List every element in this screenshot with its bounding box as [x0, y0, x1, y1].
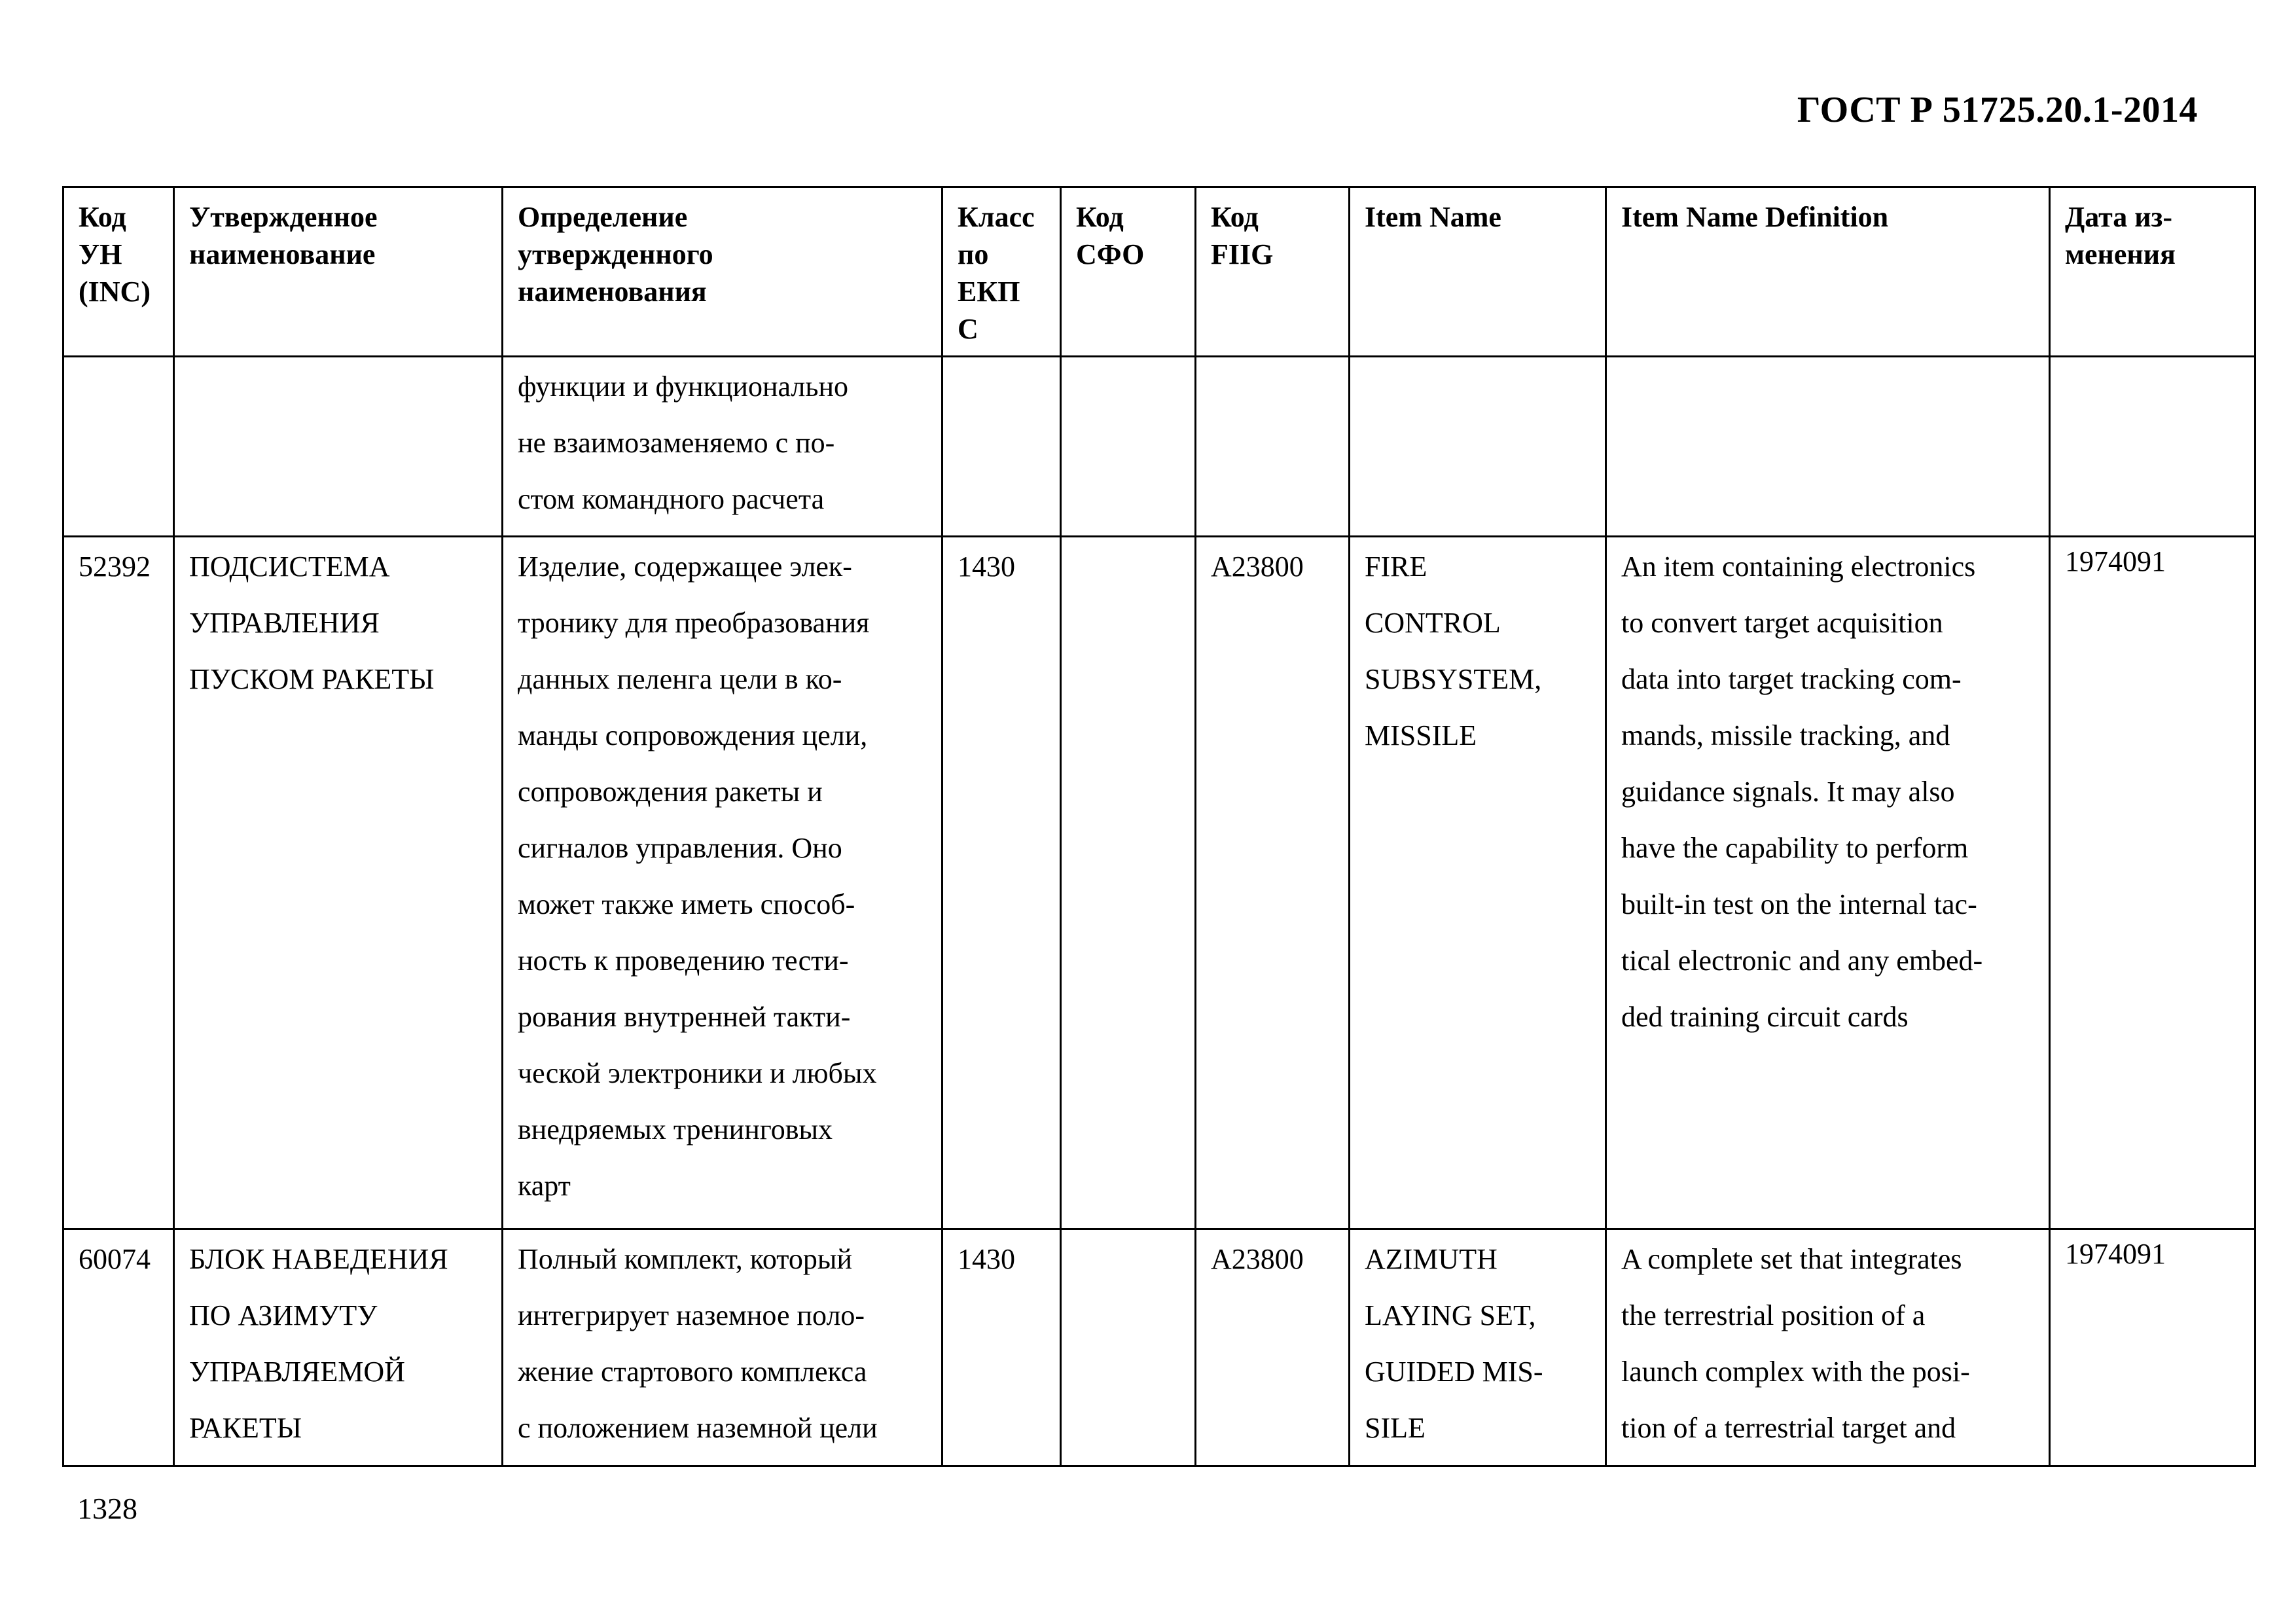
cell-ekps-class: 1430: [942, 537, 1061, 1229]
header-approved-name: Утвержденное наименование: [174, 187, 503, 357]
cell-definition: Изделие, содержащее элек- тронику для преобразования данных пеленга цели в ко- манды сопровождения цели, сопровождения ракеты и сигналов управления. Оно может также иметь способ- ность к проведению тести- рования внутренней такти- ческой электроники и любых внедряемых тренинговых карт: [503, 537, 942, 1229]
cell-change-date: [2050, 357, 2255, 537]
cell-fiig-code: [1196, 357, 1350, 537]
cell-item-name-definition: [1606, 357, 2050, 537]
cell-definition: Полный комплект, который интегрирует наземное поло- жение стартового комплекса с положением наземной цели: [503, 1229, 942, 1466]
cell-definition: функции и функционально не взаимозаменяемо с по- стом командного расчета: [503, 357, 942, 537]
cell-item-name-definition: An item containing electronics to convert target acquisition data into target tracking com- mands, missile tracking, and guidance signals. It may also have the capability to perform built-in test on the internal tac- tical electronic and any embed- ded training circuit cards: [1606, 537, 2050, 1229]
cell-change-date: 1974091: [2050, 1229, 2255, 1466]
cell-approved-name: БЛОК НАВЕДЕНИЯ ПО АЗИМУТУ УПРАВЛЯЕМОЙ РАКЕТЫ: [174, 1229, 503, 1466]
header-fiig-code: Код FIIG: [1196, 187, 1350, 357]
cell-inc: 60074: [63, 1229, 174, 1466]
cell-item-name: AZIMUTH LAYING SET, GUIDED MIS- SILE: [1350, 1229, 1606, 1466]
cell-change-date: 1974091: [2050, 537, 2255, 1229]
item-name-table: [62, 186, 2256, 1467]
cell-fiig-code: A23800: [1196, 1229, 1350, 1466]
document-title: ГОСТ Р 51725.20.1-2014: [1797, 90, 2198, 130]
cell-approved-name: [174, 357, 503, 537]
table-header-row: [63, 187, 2255, 357]
cell-item-name-definition: A complete set that integrates the terrestrial position of a launch complex with the posi- tion of a terrestrial target and: [1606, 1229, 2050, 1466]
header-definition: Определение утвержденного наименования: [503, 187, 942, 357]
cell-sfo-code: [1061, 357, 1196, 537]
header-change-date: Дата из- менения: [2050, 187, 2255, 357]
cell-sfo-code: [1061, 537, 1196, 1229]
cell-sfo-code: [1061, 1229, 1196, 1466]
cell-ekps-class: 1430: [942, 1229, 1061, 1466]
header-item-name: Item Name: [1350, 187, 1606, 357]
cell-item-name: [1350, 357, 1606, 537]
header-inc: Код УН (INC): [63, 187, 174, 357]
cell-ekps-class: [942, 357, 1061, 537]
table-row: [63, 537, 2255, 1229]
header-ekps-class: Класс по ЕКП С: [942, 187, 1061, 357]
cell-inc: 52392: [63, 537, 174, 1229]
cell-inc: [63, 357, 174, 537]
cell-fiig-code: A23800: [1196, 537, 1350, 1229]
table-row: [63, 1229, 2255, 1466]
cell-approved-name: ПОДСИСТЕМА УПРАВЛЕНИЯ ПУСКОМ РАКЕТЫ: [174, 537, 503, 1229]
table-row-continuation: [63, 357, 2255, 537]
header-item-name-definition: Item Name Definition: [1606, 187, 2050, 357]
page-number: 1328: [77, 1492, 137, 1525]
header-sfo-code: Код СФО: [1061, 187, 1196, 357]
cell-item-name: FIRE CONTROL SUBSYSTEM, MISSILE: [1350, 537, 1606, 1229]
